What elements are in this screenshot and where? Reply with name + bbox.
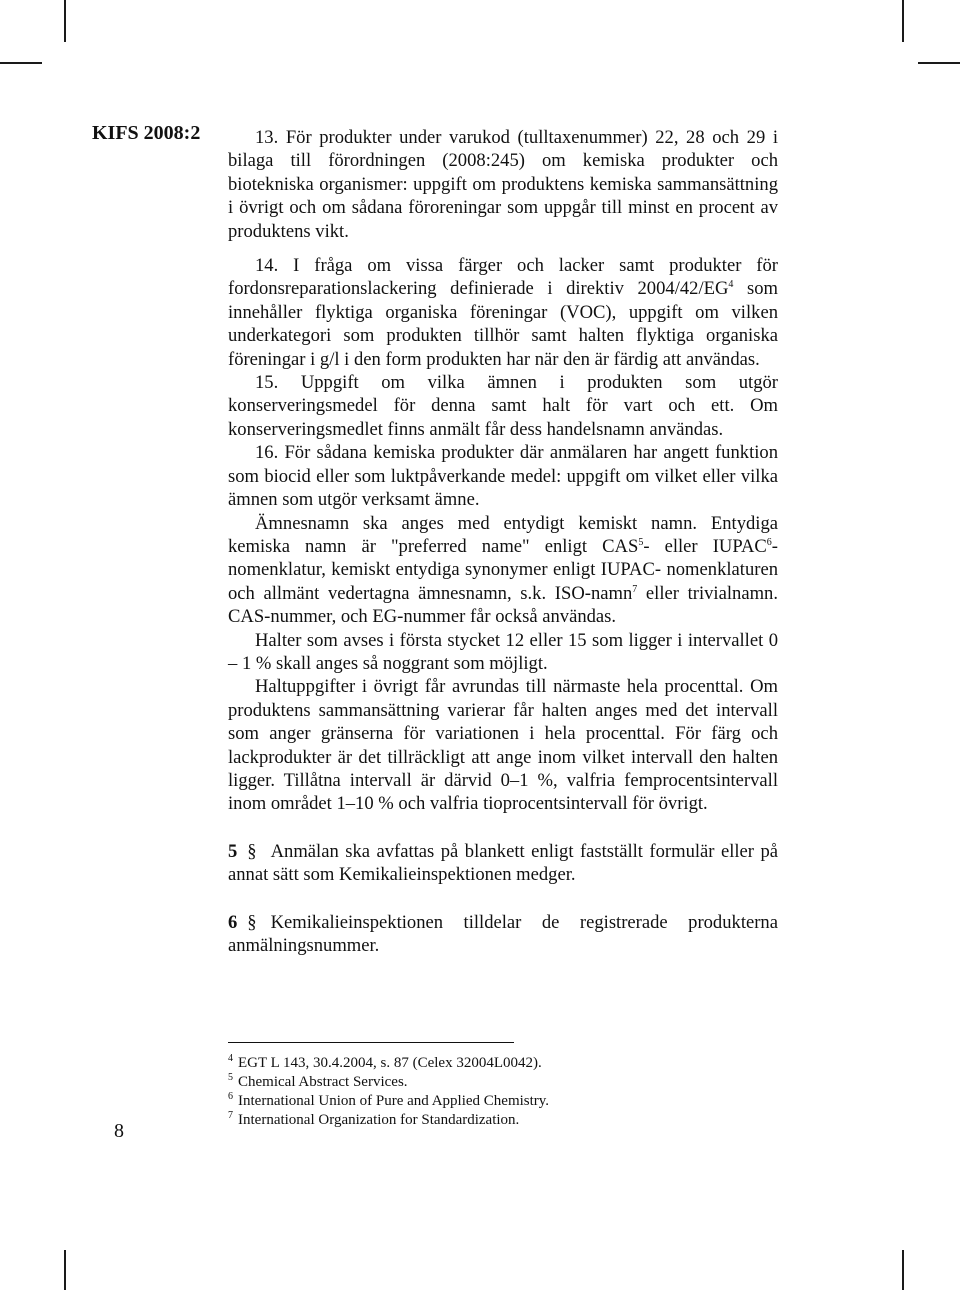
footnote-6: $^6$ International Union of Pure and Applied Chemistry. (228, 1091, 550, 1109)
section-sign: § (247, 840, 257, 862)
crop-mark-bottom-left (64, 1250, 66, 1290)
footnote-7: $^7$ International Organization for Standardization. (228, 1110, 520, 1128)
paragraph-substance-names: Ämnesnamn ska anges med entydigt kemiskt namn. Entydiga kemiska namn är "preferred name" enligt CAS$^5$- eller IUPAC$^6$-nomenklatur, kemiskt entydiga synonymer enligt IUPAC- nomenklaturen och allmänt vedertagna ämnesnamn, s.k. ISO-namn$^7$ eller trivialnamn. CAS-nummer, och EG-nummer får också användas. (228, 512, 778, 628)
regulation-body (228, 126, 778, 957)
crop-mark-top-left (64, 0, 66, 42)
section-6: 6 § Kemikalieinspektionen tilldelar de registrerade produkterna anmälningsnummer. (228, 911, 778, 956)
page-number: 8 (114, 1120, 124, 1142)
crop-mark-top-right-h (918, 62, 960, 64)
crop-mark-top-right (902, 0, 904, 42)
document-code: KIFS 2008:2 (92, 122, 201, 144)
footnote-divider (228, 1042, 514, 1043)
section-5: 5 § Anmälan ska avfattas på blankett enligt fastställt formulär eller på annat sätt som Kemikalieinspektionen medger. (228, 840, 778, 886)
item-14: 14. I fråga om vissa färger och lacker samt produkter för fordonsreparationslackering definierade i direktiv $2004/42/EG^4$ som innehåller flyktiga organiska föreningar (VOC), uppgift om vilken underkategori som produkten tillhör samt halten flyktiga organiska föreningar i g/l i den form produkten har när den är färdig att användas. (228, 255, 778, 370)
footnote-ref-5[interactable]: 5 (638, 536, 644, 548)
crop-mark-top-left-h (0, 62, 42, 64)
footnote-4: $^4$ EGT L 143, 30.4.2004, s. 87 (Celex 32004L0042). (228, 1053, 542, 1071)
item-15: 15. Uppgift om vilka ämnen i produkten som utgör konserveringsmedel för denna samt halt för vart och ett. Om konserveringsmedlet finns anmält får dess handelsnamn användas. (228, 372, 778, 440)
footnotes (228, 1054, 828, 1130)
paragraph-rounding: Haltuppgifter i övrigt får avrundas till närmaste hela procenttal. Om produktens sammansättning varierar får halten anges med det intervall som anger gränserna för variationen i hela procenttal. För färg och lackprodukter är det tillräckligt att ange inom vilket intervall den halten ligger. Tillåtna intervall är därvid 0–1 %, valfria femprocentsintervall inom området 1–10 % och valfria tioprocentsintervall för övrigt. (228, 676, 778, 815)
footnote-ref-4[interactable]: 4 (728, 279, 734, 291)
item-13: 13. För produkter under varukod (tulltaxenummer) 22, 28 och 29 i bilaga till förordningen (2008:245) om kemiska produkter och biotekniska organismer: uppgift om produktens kemiska sammansättning i övrigt och om sådana föroreningar som uppgår till minst en procent av produktens vikt. (228, 127, 778, 242)
section-sign: § (247, 911, 257, 933)
item-16: 16. För sådana kemiska produkter där anmälaren har angett funktion som biocid eller som luktpåverkande medel: uppgift om vilket eller vilka ämnen som utgör verksamt ämne. (228, 442, 778, 511)
footnote-ref-7[interactable]: 7 (632, 583, 638, 595)
footnote-5: $^5$ Chemical Abstract Services. (228, 1072, 408, 1090)
crop-mark-bottom-right (902, 1250, 904, 1290)
paragraph-concentrations: Halter som avses i första stycket 12 eller 15 som ligger i intervallet 0 – 1 % skall anges så noggrant som möjligt. (228, 629, 778, 674)
footnote-ref-6[interactable]: 6 (766, 536, 772, 548)
